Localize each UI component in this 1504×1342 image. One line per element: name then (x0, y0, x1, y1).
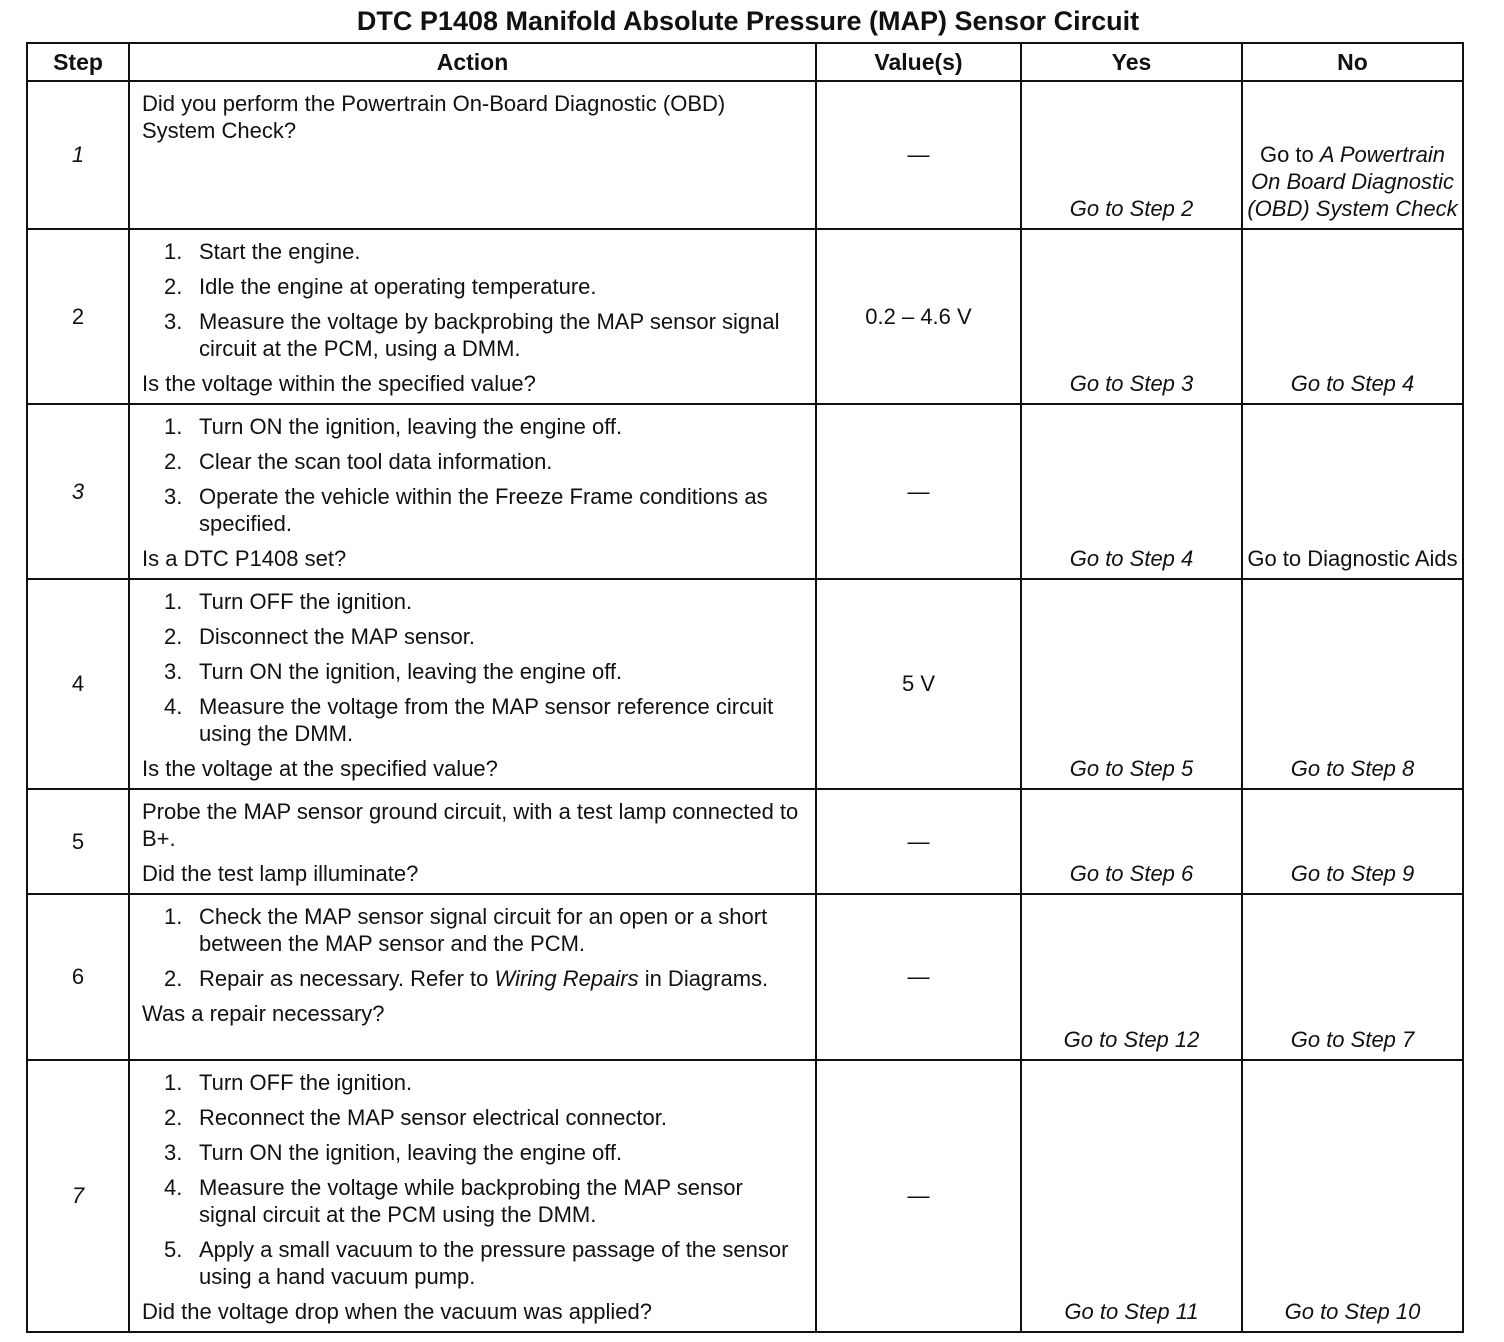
step-text: Start the engine. (199, 239, 361, 264)
step-index: 3. (164, 309, 183, 334)
action-question: Is a DTC P1408 set? (142, 546, 347, 571)
table-row (27, 81, 1463, 229)
step-text: Turn OFF the ignition. (199, 1070, 413, 1095)
table-header-row (27, 43, 1463, 81)
table-row (27, 1060, 1463, 1332)
step-text-tail: in Diagrams. (638, 966, 769, 991)
action-question: Did the test lamp illuminate? (142, 861, 419, 886)
action-question: Was a repair necessary? (142, 1001, 385, 1026)
step-number: 6 (27, 894, 129, 1060)
yes-cell: Go to Step 6 (1021, 789, 1242, 894)
step-number: 3 (27, 404, 129, 579)
no-cell: Go to Step 8 (1242, 579, 1463, 789)
step-text: Disconnect the MAP sensor. (199, 624, 475, 649)
action-step (142, 238, 803, 265)
no-cell (1242, 81, 1463, 229)
no-cell: Go to Step 9 (1242, 789, 1463, 894)
no-prefix: Go to (1259, 142, 1320, 167)
action-step (142, 965, 803, 992)
step-index: 1. (164, 414, 183, 439)
action-cell (129, 404, 816, 579)
step-index: 3. (164, 1140, 183, 1165)
action-step (142, 1104, 803, 1131)
action-step (142, 273, 803, 300)
action-step (142, 413, 803, 440)
step-index: 5. (164, 1237, 183, 1262)
step-text: Check the MAP sensor signal circuit for an open or a short between the MAP sensor and the PCM. (199, 904, 768, 956)
table-row (27, 789, 1463, 894)
yes-cell: Go to Step 4 (1021, 404, 1242, 579)
step-number: 5 (27, 789, 129, 894)
header-values: Value(s) (816, 43, 1021, 81)
step-text: Turn ON the ignition, leaving the engine off. (199, 414, 623, 439)
action-step (142, 308, 803, 362)
header-yes: Yes (1021, 43, 1242, 81)
action-question: Did the voltage drop when the vacuum was applied? (142, 1299, 652, 1324)
action-cell (129, 894, 816, 1060)
action-cell (129, 1060, 816, 1332)
header-no: No (1242, 43, 1463, 81)
step-index: 3. (164, 484, 183, 509)
wiring-repairs-reference: Wiring Repairs (494, 966, 639, 991)
action-step (142, 1174, 803, 1228)
no-cell: Go to Step 7 (1242, 894, 1463, 1060)
step-text: Clear the scan tool data information. (199, 449, 553, 474)
yes-cell: Go to Step 12 (1021, 894, 1242, 1060)
action-step (142, 448, 803, 475)
step-index: 1. (164, 904, 183, 929)
step-text: Apply a small vacuum to the pressure passage of the sensor using a hand vacuum pump. (199, 1237, 789, 1289)
table-row (27, 579, 1463, 789)
action-question: Is the voltage at the specified value? (142, 756, 498, 781)
yes-cell: Go to Step 3 (1021, 229, 1242, 404)
header-step: Step (27, 43, 129, 81)
yes-cell: Go to Step 11 (1021, 1060, 1242, 1332)
step-index: 1. (164, 1070, 183, 1095)
action-step (142, 623, 803, 650)
step-text: Turn ON the ignition, leaving the engine off. (199, 1140, 623, 1165)
step-index: 2. (164, 966, 183, 991)
step-index: 2. (164, 624, 183, 649)
action-step (142, 1069, 803, 1096)
no-cell: Go to Step 10 (1242, 1060, 1463, 1332)
action-step (142, 903, 803, 957)
table-row (27, 404, 1463, 579)
action-step (142, 1236, 803, 1290)
step-index: 3. (164, 659, 183, 684)
step-number: 2 (27, 229, 129, 404)
no-link-text: A Powertrain On Board Diagnostic (OBD) System Check (1247, 142, 1458, 221)
step-number: 7 (27, 1060, 129, 1332)
step-text: Idle the engine at operating temperature. (199, 274, 597, 299)
table-row (27, 894, 1463, 1060)
step-text: Measure the voltage from the MAP sensor reference circuit using the DMM. (199, 694, 774, 746)
action-cell (129, 579, 816, 789)
step-text: Operate the vehicle within the Freeze Frame conditions as specified. (199, 484, 768, 536)
action-steps (142, 413, 803, 537)
value-cell: — (816, 894, 1021, 1060)
action-steps (142, 903, 803, 992)
yes-cell: Go to Step 5 (1021, 579, 1242, 789)
value-cell: — (816, 1060, 1021, 1332)
no-cell: Go to Diagnostic Aids (1242, 404, 1463, 579)
step-index: 2. (164, 1105, 183, 1130)
value-cell: — (816, 404, 1021, 579)
yes-cell: Go to Step 2 (1021, 81, 1242, 229)
action-question: Is the voltage within the specified value? (142, 371, 536, 396)
action-steps (142, 238, 803, 362)
step-text: Turn ON the ignition, leaving the engine off. (199, 659, 623, 684)
action-cell (129, 229, 816, 404)
action-text: Did you perform the Powertrain On-Board Diagnostic (OBD) System Check? (142, 91, 726, 143)
action-step (142, 483, 803, 537)
step-index: 2. (164, 449, 183, 474)
action-steps (142, 588, 803, 747)
step-number: 1 (27, 81, 129, 229)
page-title: DTC P1408 Manifold Absolute Pressure (MAP) Sensor Circuit (356, 6, 1140, 36)
action-cell (129, 789, 816, 894)
value-cell: — (816, 789, 1021, 894)
table-row (27, 229, 1463, 404)
step-index: 1. (164, 589, 183, 614)
value-cell: 5 V (816, 579, 1021, 789)
action-text: Probe the MAP sensor ground circuit, with a test lamp connected to B+. (142, 799, 799, 851)
no-cell: Go to Step 4 (1242, 229, 1463, 404)
value-cell: 0.2 – 4.6 V (816, 229, 1021, 404)
step-number: 4 (27, 579, 129, 789)
step-text: Repair as necessary. Refer to (199, 966, 495, 991)
action-step (142, 658, 803, 685)
step-text: Measure the voltage by backprobing the MAP sensor signal circuit at the PCM, using a DMM. (199, 309, 780, 361)
value-cell: — (816, 81, 1021, 229)
step-index: 2. (164, 274, 183, 299)
step-index: 4. (164, 1175, 183, 1200)
step-index: 1. (164, 239, 183, 264)
diagnostic-table (26, 42, 1464, 1333)
action-steps (142, 1069, 803, 1290)
step-text: Turn OFF the ignition. (199, 589, 413, 614)
action-step (142, 588, 803, 615)
step-text: Reconnect the MAP sensor electrical connector. (199, 1105, 667, 1130)
action-cell (129, 81, 816, 229)
step-text: Measure the voltage while backprobing the MAP sensor signal circuit at the PCM using the DMM. (199, 1175, 743, 1227)
action-step (142, 693, 803, 747)
header-action: Action (129, 43, 816, 81)
step-index: 4. (164, 694, 183, 719)
action-step (142, 1139, 803, 1166)
